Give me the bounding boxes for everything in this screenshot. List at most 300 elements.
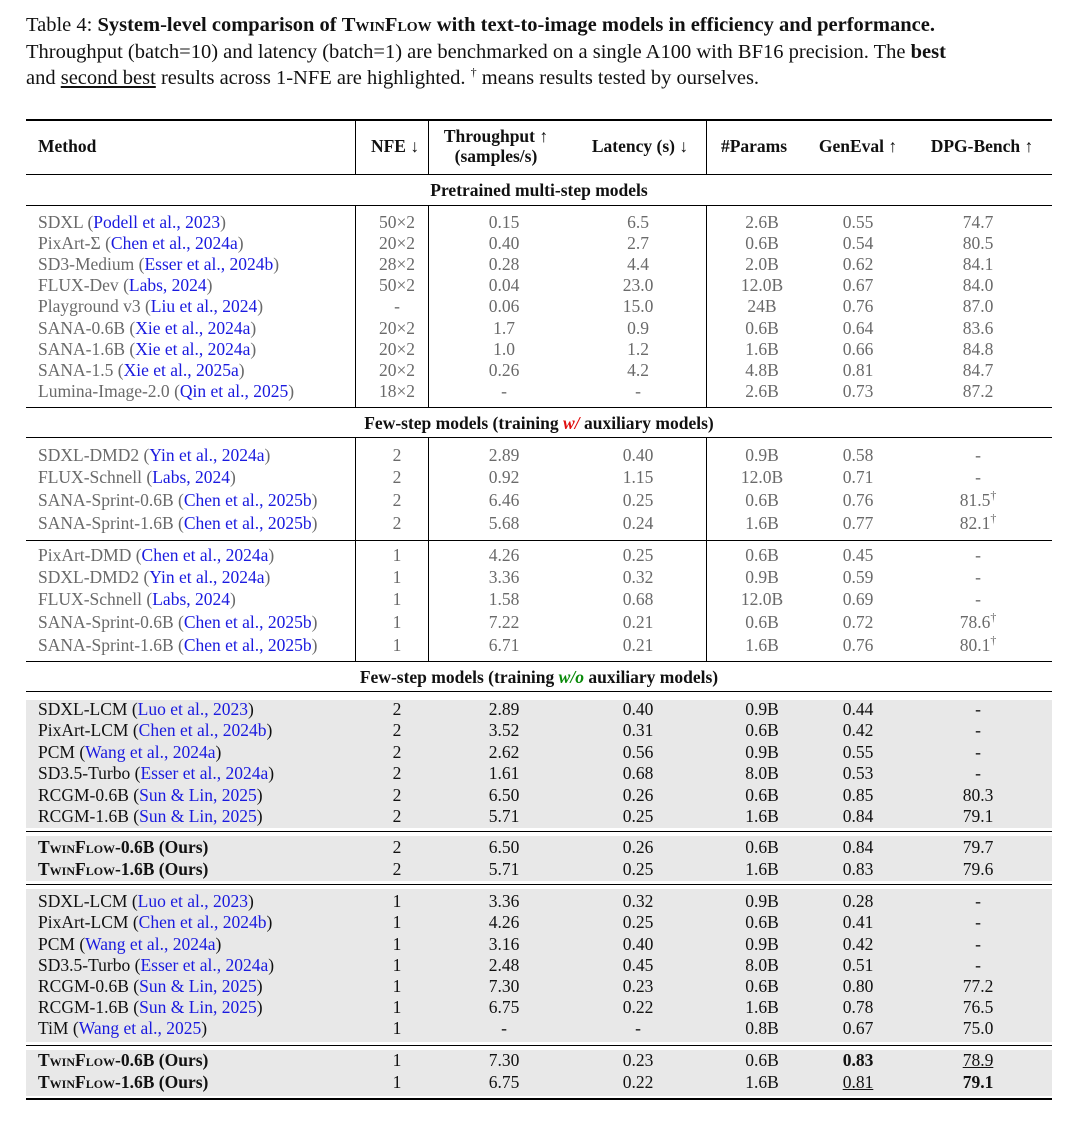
table-row <box>26 445 1052 466</box>
group-rule-2 <box>26 831 1052 832</box>
vline-header-2 <box>428 121 429 174</box>
dpg-bench-cell <box>922 467 1034 488</box>
citation-link[interactable]: Chen et al., 2025b <box>183 490 312 510</box>
caption-label: Table 4: <box>26 14 93 36</box>
nfe-cell: 50×2 <box>378 212 416 232</box>
method-name: Lumina-Image-2.0 <box>38 381 170 401</box>
citation-link[interactable]: Xie et al., 2025a <box>123 360 239 380</box>
dpg-value: - <box>975 934 981 954</box>
dpg-bench-cell <box>922 891 1034 912</box>
params-cell: 2.6B <box>745 381 779 401</box>
nfe-cell: 1 <box>392 955 402 975</box>
paren-open: ( <box>130 955 141 975</box>
method-cell <box>38 254 279 275</box>
paren-close: ) <box>256 806 263 826</box>
latency-cell: 0.32 <box>622 567 654 587</box>
method-name: SDXL-LCM <box>38 891 128 911</box>
latency-cell: - <box>635 1018 641 1038</box>
citation-link[interactable]: Esser et al., 2024a <box>140 955 269 975</box>
dpg-bench-cell <box>922 589 1034 610</box>
latency-cell: 0.22 <box>622 1072 654 1092</box>
paren-close: ) <box>257 296 264 316</box>
nfe-cell: 18×2 <box>378 381 416 401</box>
latency-cell: 0.40 <box>622 699 654 719</box>
paren-close: ) <box>206 275 213 295</box>
geneval-cell: 0.81 <box>842 1072 874 1092</box>
dpg-bench-cell <box>922 720 1034 741</box>
nfe-cell: 20×2 <box>378 339 416 359</box>
paren-open: ( <box>128 912 139 932</box>
throughput-cell: 7.30 <box>488 976 520 996</box>
caption-line3-b: results across 1-NFE are highlighted. <box>160 67 466 89</box>
dpg-bench-cell <box>922 934 1034 955</box>
throughput-cell: 3.16 <box>488 934 520 954</box>
paren-close: ) <box>250 318 257 338</box>
method-name: RCGM-0.6B <box>38 976 129 996</box>
citation-link[interactable]: Sun & Lin, 2025 <box>139 785 257 805</box>
caption-second-best: second best <box>60 67 156 89</box>
citation-link[interactable]: Liu et al., 2024 <box>150 296 258 316</box>
nfe-cell: 28×2 <box>378 254 416 274</box>
nfe-cell: 2 <box>392 445 402 465</box>
section-pretrained: Pretrained multi-step models <box>430 180 648 200</box>
method-name: RCGM-0.6B <box>38 785 129 805</box>
citation-link[interactable]: Xie et al., 2024a <box>135 318 251 338</box>
dpg-value: - <box>975 742 981 762</box>
method-cell <box>38 1072 208 1093</box>
table-row <box>26 212 1052 233</box>
paren-open: ( <box>139 445 150 465</box>
section-few-step-with-aux <box>26 413 1052 434</box>
method-name: PixArt-Σ <box>38 233 101 253</box>
method-name: TiM <box>38 1018 69 1038</box>
table-row <box>26 912 1052 933</box>
method-cell <box>38 275 213 296</box>
geneval-cell: 0.76 <box>842 635 874 655</box>
throughput-cell: 3.36 <box>488 567 520 587</box>
paren-close: ) <box>256 997 263 1017</box>
paren-open: ( <box>139 567 150 587</box>
geneval-cell: 0.72 <box>842 612 874 632</box>
citation-link[interactable]: Sun & Lin, 2025 <box>139 976 257 996</box>
table-row <box>26 955 1052 976</box>
latency-cell: 6.5 <box>627 212 649 232</box>
method-name: SANA-1.6B <box>38 339 126 359</box>
header-throughput-line1: Throughput ↑ <box>443 126 549 146</box>
throughput-cell: 4.26 <box>488 912 520 932</box>
dpg-value: 84.7 <box>962 360 994 380</box>
paren-close: ) <box>268 955 275 975</box>
dpg-value: 74.7 <box>962 212 994 232</box>
geneval-cell: 0.64 <box>842 318 874 338</box>
citation-link[interactable]: Yin et al., 2024a <box>149 567 265 587</box>
method-cell <box>38 296 263 317</box>
dpg-bench-cell <box>922 859 1034 880</box>
method-name-suffix: -0.6B (Ours) <box>115 1050 209 1070</box>
params-cell: 0.6B <box>745 612 779 632</box>
method-cell <box>38 837 208 858</box>
method-name: SD3.5-Turbo <box>38 955 131 975</box>
paren-close: ) <box>268 545 275 565</box>
dpg-value: 78.9 <box>962 1050 994 1070</box>
nfe-cell: 20×2 <box>378 233 416 253</box>
throughput-cell: 5.71 <box>488 859 520 879</box>
paren-open: ( <box>173 513 184 533</box>
params-cell: 0.6B <box>745 785 779 805</box>
table-row <box>26 339 1052 360</box>
paren-close: ) <box>230 467 236 487</box>
geneval-cell: 0.59 <box>842 567 874 587</box>
nfe-cell: 1 <box>392 912 402 932</box>
citation-link[interactable]: Labs, 2024 <box>128 275 207 295</box>
caption-line2: Throughput (batch=10) and latency (batch=1) are benchmarked on a single A100 with BF16 precision. The <box>26 40 906 63</box>
table-row <box>26 997 1052 1018</box>
top-rule <box>26 119 1052 121</box>
paren-open: ( <box>140 296 151 316</box>
paren-open: ( <box>74 742 86 762</box>
dpg-bench-cell <box>922 545 1034 566</box>
paren-open: ( <box>142 467 153 487</box>
method-name-suffix: -1.6B (Ours) <box>115 1072 209 1092</box>
table-row <box>26 254 1052 275</box>
dpg-bench-cell <box>922 997 1034 1018</box>
params-cell: 0.9B <box>745 891 779 911</box>
caption-line3-c: means results tested by ourselves. <box>481 67 760 89</box>
geneval-cell: 0.51 <box>842 955 874 975</box>
geneval-cell: 0.28 <box>842 891 874 911</box>
dpg-bench-cell <box>922 254 1034 275</box>
method-cell <box>38 934 221 955</box>
citation-link[interactable]: Chen et al., 2024a <box>141 545 269 565</box>
dpg-bench-cell <box>922 318 1034 339</box>
dpg-value: - <box>975 589 981 609</box>
header-geneval: GenEval ↑ <box>818 136 898 156</box>
citation-link[interactable]: Sun & Lin, 2025 <box>139 997 257 1017</box>
citation-link[interactable]: Esser et al., 2024a <box>140 763 269 783</box>
group-rule-4 <box>26 1045 1052 1046</box>
section-few-w-text-a: Few-step models (training <box>364 413 559 433</box>
citation-link[interactable]: Chen et al., 2024b <box>138 720 267 740</box>
paren-close: ) <box>288 381 295 401</box>
dpg-value: - <box>975 912 981 932</box>
params-cell: 4.8B <box>745 360 779 380</box>
throughput-cell: 0.06 <box>488 296 520 316</box>
nfe-cell: 2 <box>392 806 402 826</box>
table-row <box>26 934 1052 955</box>
latency-cell: 0.25 <box>622 859 654 879</box>
method-cell <box>38 742 221 763</box>
latency-cell: 0.9 <box>627 318 649 338</box>
section-rule-3 <box>26 437 1052 438</box>
citation-link[interactable]: Chen et al., 2025b <box>183 612 312 632</box>
throughput-cell: 5.68 <box>488 513 520 533</box>
nfe-cell: 1 <box>392 1018 402 1038</box>
dpg-bench-cell <box>922 1050 1034 1071</box>
method-name: SDXL-LCM <box>38 699 128 719</box>
latency-cell: 1.2 <box>627 339 649 359</box>
method-name: RCGM-1.6B <box>38 806 129 826</box>
citation-link[interactable]: Labs, 2024 <box>152 467 231 487</box>
paren-open: ( <box>100 233 111 253</box>
method-cell <box>38 567 270 588</box>
paren-close: ) <box>264 445 271 465</box>
geneval-cell: 0.71 <box>842 467 874 487</box>
geneval-cell: 0.45 <box>842 545 874 565</box>
method-name: PixArt-LCM <box>38 720 129 740</box>
method-cell <box>38 891 254 912</box>
citation-link[interactable]: Chen et al., 2025b <box>183 513 312 533</box>
paren-open: ( <box>125 339 136 359</box>
method-name: SANA-Sprint-1.6B <box>38 635 174 655</box>
citation-link[interactable]: Luo et al., 2023 <box>137 891 248 911</box>
geneval-cell: 0.66 <box>842 339 874 359</box>
citation-link[interactable]: Chen et al., 2025b <box>183 635 312 655</box>
params-cell: 0.9B <box>745 567 779 587</box>
geneval-cell: 0.41 <box>842 912 874 932</box>
header-throughput-line2: (samples/s) <box>454 146 538 166</box>
dpg-value: - <box>975 467 981 487</box>
dpg-bench-cell <box>922 912 1034 933</box>
paren-open: ( <box>74 934 86 954</box>
method-cell <box>38 513 318 534</box>
geneval-cell: 0.58 <box>842 445 874 465</box>
caption-dagger: † <box>470 65 477 80</box>
table-caption <box>26 12 1056 92</box>
params-cell: 1.6B <box>745 806 779 826</box>
table-row <box>26 545 1052 566</box>
paren-open: ( <box>118 275 129 295</box>
geneval-cell: 0.73 <box>842 381 874 401</box>
nfe-cell: 1 <box>392 589 402 609</box>
throughput-cell: - <box>501 381 507 401</box>
throughput-cell: 6.46 <box>488 490 520 510</box>
params-cell: 0.9B <box>745 445 779 465</box>
table-row <box>26 612 1052 633</box>
dpg-value: - <box>975 720 981 740</box>
method-name: SDXL-DMD2 <box>38 445 140 465</box>
caption-title-a: System-level comparison of <box>97 14 337 36</box>
method-cell <box>38 859 208 880</box>
latency-cell: 0.68 <box>622 589 654 609</box>
paren-close: ) <box>237 233 244 253</box>
paren-close: ) <box>220 212 226 232</box>
dpg-value: 79.1 <box>962 806 994 826</box>
nfe-cell: 2 <box>392 490 402 510</box>
dpg-bench-cell <box>922 233 1034 254</box>
citation-link[interactable]: Sun & Lin, 2025 <box>139 806 257 826</box>
throughput-cell: 1.0 <box>493 339 515 359</box>
citation-link[interactable]: Chen et al., 2024b <box>138 912 267 932</box>
dpg-bench-cell <box>922 837 1034 858</box>
method-name: SANA-Sprint-0.6B <box>38 612 174 632</box>
geneval-cell: 0.69 <box>842 589 874 609</box>
latency-cell: 0.26 <box>622 837 654 857</box>
vline-header-3 <box>706 121 707 174</box>
method-name: FLUX-Schnell <box>38 467 143 487</box>
citation-link[interactable]: Luo et al., 2023 <box>137 699 248 719</box>
geneval-cell: 0.42 <box>842 934 874 954</box>
dagger-mark: † <box>990 511 997 526</box>
geneval-cell: 0.54 <box>842 233 874 253</box>
table-row <box>26 589 1052 610</box>
latency-cell: 0.23 <box>622 976 654 996</box>
paren-open: ( <box>127 891 138 911</box>
citation-link[interactable]: Wang et al., 2024a <box>85 934 216 954</box>
citation-link[interactable]: Yin et al., 2024a <box>149 445 265 465</box>
paren-open: ( <box>125 318 136 338</box>
geneval-cell: 0.53 <box>842 763 874 783</box>
header-rule <box>26 174 1052 175</box>
dpg-value: 84.0 <box>962 275 994 295</box>
geneval-cell: 0.85 <box>842 785 874 805</box>
params-cell: 2.6B <box>745 212 779 232</box>
section-rule-5 <box>26 691 1052 692</box>
method-name: Playground v3 <box>38 296 141 316</box>
throughput-cell: 0.40 <box>488 233 520 253</box>
table-row <box>26 275 1052 296</box>
paren-close: ) <box>250 339 257 359</box>
throughput-cell: 2.62 <box>488 742 520 762</box>
caption-best: best <box>910 40 946 63</box>
params-cell: 2.0B <box>745 254 779 274</box>
section-few-w-em: w/ <box>563 413 580 433</box>
citation-link[interactable]: Xie et al., 2024a <box>135 339 251 359</box>
paren-open: ( <box>127 699 138 719</box>
table-row <box>26 635 1052 656</box>
method-name: SANA-Sprint-0.6B <box>38 490 174 510</box>
geneval-cell: 0.76 <box>842 296 874 316</box>
dpg-value: 84.1 <box>962 254 994 274</box>
dpg-value: 87.2 <box>962 381 994 401</box>
geneval-cell: 0.81 <box>842 360 874 380</box>
geneval-cell: 0.78 <box>842 997 874 1017</box>
method-name: PCM <box>38 742 75 762</box>
throughput-cell: 7.22 <box>488 612 520 632</box>
section-few-step-without-aux <box>26 667 1052 688</box>
paren-close: ) <box>266 720 273 740</box>
params-cell: 1.6B <box>745 859 779 879</box>
dpg-value: 77.2 <box>962 976 994 996</box>
citation-link[interactable]: Qin et al., 2025 <box>179 381 289 401</box>
method-cell <box>38 997 263 1018</box>
latency-cell: 0.31 <box>622 720 654 740</box>
paren-close: ) <box>311 635 318 655</box>
throughput-cell: 5.71 <box>488 806 520 826</box>
nfe-cell: 1 <box>392 1050 402 1070</box>
citation-link[interactable]: Chen et al., 2024a <box>110 233 238 253</box>
nfe-cell: 2 <box>392 859 402 879</box>
method-cell <box>38 339 256 360</box>
geneval-cell: 0.67 <box>842 275 874 295</box>
method-cell <box>38 545 274 566</box>
table-row <box>26 891 1052 912</box>
params-cell: 0.6B <box>745 490 779 510</box>
latency-cell: 23.0 <box>622 275 654 295</box>
latency-cell: 0.21 <box>622 612 654 632</box>
latency-cell: 0.21 <box>622 635 654 655</box>
dpg-bench-cell <box>922 612 1034 633</box>
dagger-mark: † <box>990 488 997 503</box>
nfe-cell: 1 <box>392 612 402 632</box>
citation-link[interactable]: Podell et al., 2023 <box>93 212 221 232</box>
method-cell <box>38 360 245 381</box>
latency-cell: 15.0 <box>622 296 654 316</box>
method-cell <box>38 381 294 402</box>
throughput-cell: 3.52 <box>488 720 520 740</box>
dpg-value: - <box>975 445 981 465</box>
latency-cell: 2.7 <box>627 233 649 253</box>
table-row <box>26 513 1052 534</box>
dpg-bench-cell <box>922 955 1034 976</box>
caption-title-sc: TwinFlow <box>341 14 432 36</box>
method-cell <box>38 233 244 254</box>
params-cell: 12.0B <box>740 275 784 295</box>
nfe-cell: 2 <box>392 513 402 533</box>
method-cell <box>38 445 270 466</box>
dpg-value: - <box>975 567 981 587</box>
paren-close: ) <box>247 891 254 911</box>
paren-close: ) <box>247 699 254 719</box>
method-cell <box>38 806 263 827</box>
section-few-wo-em: w/o <box>558 667 584 687</box>
method-cell <box>38 763 274 784</box>
dpg-value: 79.1 <box>962 1072 994 1092</box>
citation-link[interactable]: Esser et al., 2024b <box>144 254 274 274</box>
method-cell <box>38 635 318 656</box>
paren-close: ) <box>256 976 263 996</box>
citation-link[interactable]: Wang et al., 2024a <box>85 742 216 762</box>
nfe-cell: 2 <box>392 720 402 740</box>
method-name: FLUX-Schnell <box>38 589 143 609</box>
throughput-cell: 0.26 <box>488 360 520 380</box>
section-few-wo-text-a: Few-step models (training <box>359 667 555 687</box>
method-name: PixArt-DMD <box>38 545 132 565</box>
latency-cell: 4.2 <box>627 360 649 380</box>
latency-cell: 0.25 <box>622 806 654 826</box>
citation-link[interactable]: Labs, 2024 <box>152 589 231 609</box>
params-cell: 8.0B <box>745 955 779 975</box>
table-row <box>26 785 1052 806</box>
paren-open: ( <box>128 997 140 1017</box>
method-cell <box>38 1050 208 1071</box>
throughput-cell: 6.50 <box>488 785 520 805</box>
table-row <box>26 318 1052 339</box>
paren-close: ) <box>238 360 245 380</box>
dpg-bench-cell <box>922 806 1034 827</box>
citation-link[interactable]: Wang et al., 2025 <box>78 1018 202 1038</box>
paren-close: ) <box>264 567 271 587</box>
paren-close: ) <box>266 912 273 932</box>
table-row <box>26 1018 1052 1039</box>
params-cell: 0.9B <box>745 934 779 954</box>
paren-open: ( <box>134 254 145 274</box>
params-cell: 1.6B <box>745 339 779 359</box>
method-name-ours: TwinFlow <box>38 1050 116 1070</box>
latency-cell: 1.15 <box>622 467 654 487</box>
header-latency: Latency (s) ↓ <box>591 136 689 156</box>
params-cell: 0.9B <box>745 742 779 762</box>
latency-cell: 0.25 <box>622 545 654 565</box>
paren-close: ) <box>215 742 222 762</box>
params-cell: 24B <box>747 296 777 316</box>
method-name: SDXL <box>38 212 84 232</box>
paren-open: ( <box>113 360 124 380</box>
throughput-cell: 2.48 <box>488 955 520 975</box>
latency-cell: 0.26 <box>622 785 654 805</box>
dpg-value: 75.0 <box>962 1018 994 1038</box>
throughput-cell: 0.04 <box>488 275 520 295</box>
section-rule-4 <box>26 661 1052 662</box>
